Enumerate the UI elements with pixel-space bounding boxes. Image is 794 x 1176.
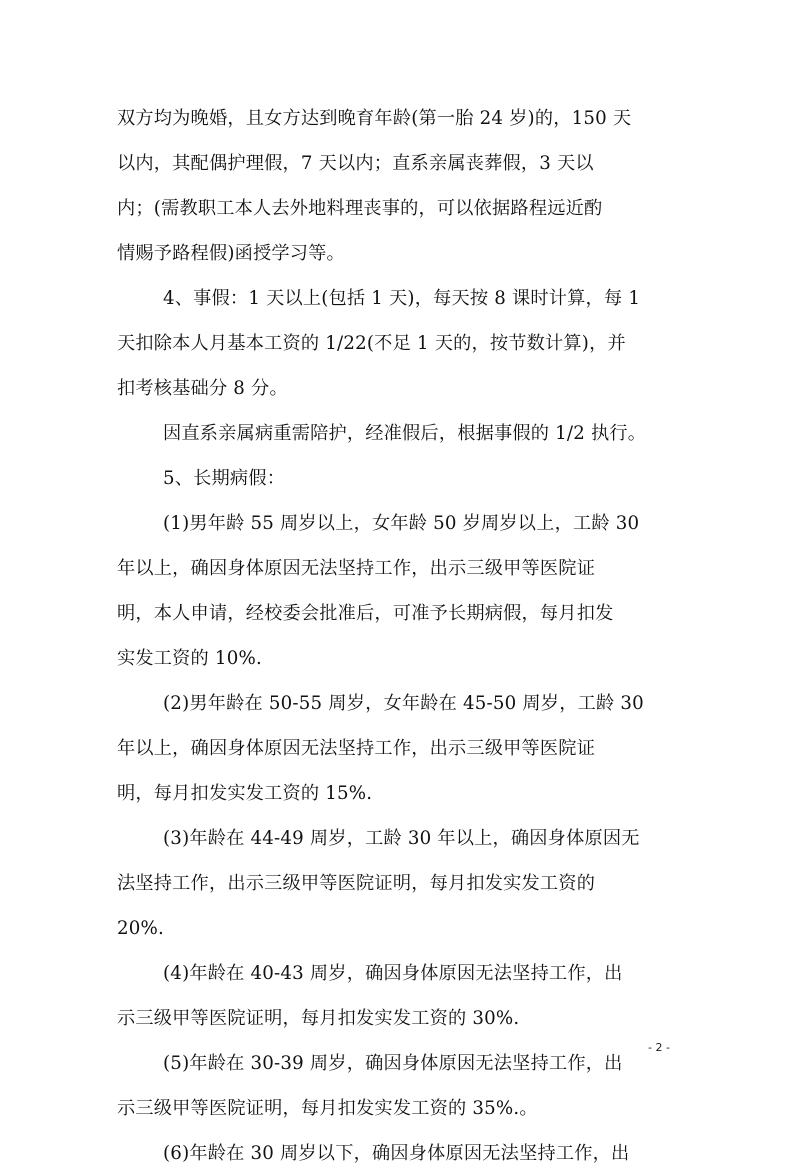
text-line: 年以上，确因身体原因无法坚持工作，出示三级甲等医院证 [117, 738, 596, 759]
text-line: 因直系亲属病重需陪护，经准假后，根据事假的 1/2 执行。 [163, 423, 647, 444]
text-line: 5、长期病假： [163, 468, 286, 489]
text-line: (3)年龄在 44-49 周岁，工龄 30 年以上，确因身体原因无 [163, 828, 640, 849]
text-line: (5)年龄在 30-39 周岁，确因身体原因无法坚持工作，出 [163, 1053, 623, 1074]
text-line: 示三级甲等医院证明，每月扣发实发工资的 30%. [117, 1008, 520, 1029]
text-line: 双方均为晚婚，且女方达到晚育年龄(第一胎 24 岁)的，150 天 [117, 108, 632, 129]
text-line: (4)年龄在 40-43 周岁，确因身体原因无法坚持工作，出 [163, 963, 623, 984]
text-line: 20%. [117, 918, 165, 939]
text-line: 明，每月扣发实发工资的 15%. [117, 783, 373, 804]
text-line: 内；(需教职工本人去外地料理丧事的，可以依据路程远近酌 [117, 198, 603, 219]
text-line: 示三级甲等医院证明，每月扣发实发工资的 35%.。 [117, 1098, 538, 1119]
text-line: 4、事假：1 天以上(包括 1 天)，每天按 8 课时计算，每 1 [163, 288, 641, 309]
page-number: - 2 - [648, 1041, 670, 1054]
text-line: 年以上，确因身体原因无法坚持工作，出示三级甲等医院证 [117, 558, 596, 579]
text-line: 明，本人申请，经校委会批准后，可准予长期病假，每月扣发 [117, 603, 614, 624]
text-line: (2)男年龄在 50-55 周岁，女年龄在 45-50 周岁，工龄 30 [163, 693, 644, 714]
text-line: 天扣除本人月基本工资的 1/22(不足 1 天的，按节数计算)，并 [117, 333, 626, 354]
text-line: 实发工资的 10%. [117, 648, 262, 669]
text-line: (6)年龄在 30 周岁以下，确因身体原因无法坚持工作，出 [163, 1143, 630, 1164]
text-line: (1)男年龄 55 周岁以上，女年龄 50 岁周岁以上，工龄 30 [163, 513, 640, 534]
text-line: 情赐予路程假)函授学习等。 [117, 243, 345, 264]
text-line: 扣考核基础分 8 分。 [117, 378, 288, 399]
body-text [117, 96, 679, 1176]
text-line: 以内，其配偶护理假，7 天以内；直系亲属丧葬假，3 天以 [117, 153, 594, 174]
text-line: 法坚持工作，出示三级甲等医院证明，每月扣发实发工资的 [117, 873, 596, 894]
